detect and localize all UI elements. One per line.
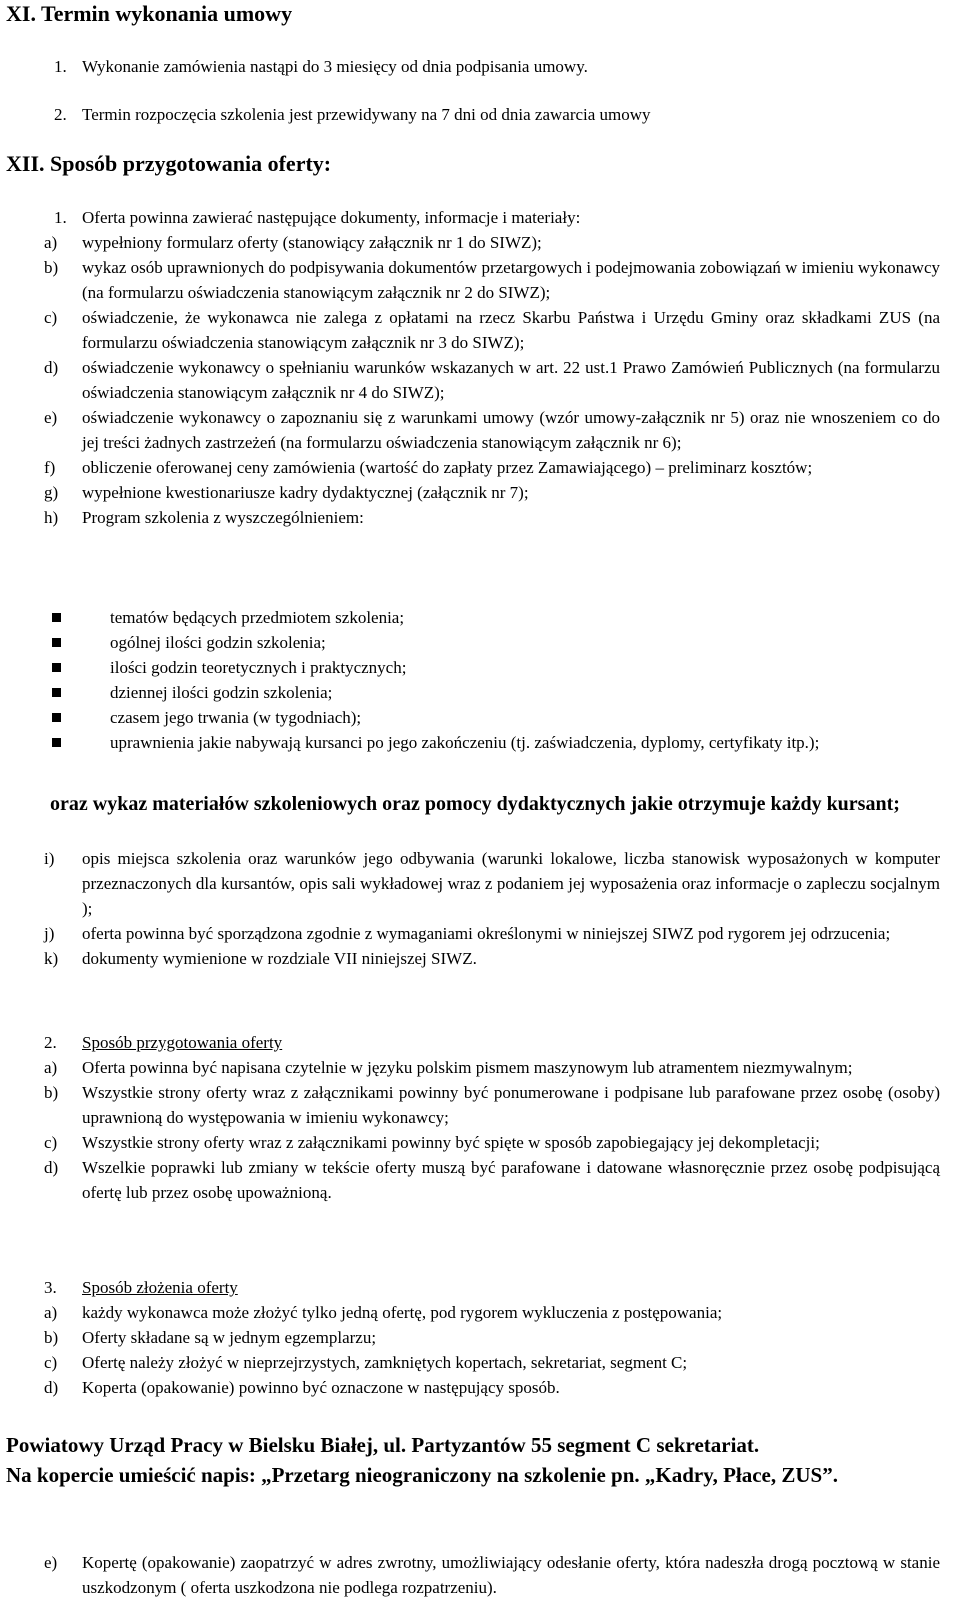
- bullet-item: [52, 705, 940, 730]
- bullet-text: ilości godzin teoretycznych i praktycznych;: [110, 658, 407, 677]
- list-item: [44, 1375, 940, 1400]
- list-item: [44, 455, 940, 480]
- list-text: Wszelkie poprawki lub zmiany w tekście oferty muszą być parafowane i datowane własnoręcznie przez osobę podpisującą ofertę lub przez osobę upoważnioną.: [82, 1158, 940, 1202]
- list-label: b): [44, 1083, 59, 1102]
- list-label: d): [44, 358, 59, 377]
- point-1-heading: [54, 205, 940, 230]
- section-11-title: [6, 0, 292, 28]
- materials-note: oraz wykaz materiałów szkoleniowych oraz pomocy dydaktycznych jakie otrzymuje każdy kursant;: [50, 793, 900, 815]
- list-text: oświadczenie, że wykonawca nie zalega z opłatami na rzecz Skarbu Państwa i Urzędu Gminy oraz składkami ZUS (na formularzu oświadczenia stanowiącym załącznik nr 3 do SIWZ);: [82, 308, 940, 352]
- bullet-item: [52, 680, 940, 705]
- square-bullet-icon: [52, 713, 61, 722]
- program-bullets: [52, 605, 940, 755]
- list-label: g): [44, 483, 59, 502]
- point-3-heading: [44, 1275, 940, 1300]
- bullet-item: [52, 730, 940, 755]
- list-item: [44, 230, 940, 255]
- point-2-heading: [44, 1030, 940, 1055]
- list-item: [44, 255, 940, 305]
- item-number: 3.: [44, 1278, 57, 1297]
- square-bullet-icon: [52, 688, 61, 697]
- list-label: i): [44, 849, 55, 868]
- section-11-item-1: [54, 54, 940, 79]
- list-label: a): [44, 233, 58, 252]
- list-label: c): [44, 308, 58, 327]
- list-text: Oferta powinna być napisana czytelnie w języku polskim pismem maszynowym lub atramentem niezmywalnym;: [82, 1058, 853, 1077]
- point-1-list-continued: [44, 846, 940, 971]
- list-text: oświadczenie wykonawcy o zapoznaniu się z warunkami umowy (wzór umowy-załącznik nr 5) oraz nie wnoszeniem co do jej treści żadnych zastrzeżeń (na formularzu oświadczenia stanowiącym załącznik nr 6);: [82, 408, 940, 452]
- list-text: oferta powinna być sporządzona zgodnie z wymaganiami określonymi w niniejszej SIWZ pod rygorem jej odrzucenia;: [82, 924, 891, 943]
- square-bullet-icon: [52, 738, 61, 747]
- point-3-list-continued: [44, 1550, 940, 1600]
- list-text: oświadczenie wykonawcy o spełnianiu warunków wskazanych w art. 22 ust.1 Prawo Zamówień Publicznych (na formularzu oświadczenia stanowiącym załącznik nr 4 do SIWZ);: [82, 358, 940, 402]
- list-text: dokumenty wymienione w rozdziale VII niniejszej SIWZ.: [82, 949, 477, 968]
- point-2-title: Sposób przygotowania oferty: [82, 1033, 283, 1052]
- list-item: [44, 305, 940, 355]
- list-item: [44, 846, 940, 921]
- point-2-list: [44, 1055, 940, 1205]
- list-label: k): [44, 949, 59, 968]
- list-text: Oferty składane są w jednym egzemplarzu;: [82, 1328, 377, 1347]
- list-item: [44, 1350, 940, 1375]
- item-text: Termin rozpoczęcia szkolenia jest przewidywany na 7 dni od dnia zawarcia umowy: [82, 105, 651, 124]
- list-text: każdy wykonawca może złożyć tylko jedną ofertę, pod rygorem wykluczenia z postępowania;: [82, 1303, 723, 1322]
- list-item: [44, 505, 940, 530]
- bullet-item: [52, 655, 940, 680]
- section-12-title: [6, 150, 331, 178]
- list-text: Wszystkie strony oferty wraz z załącznikami powinny być ponumerowane i podpisane lub parafowane przez osobę (osoby) uprawnioną do występowania w imieniu wykonawcy;: [82, 1083, 940, 1127]
- bullet-text: czasem jego trwania (w tygodniach);: [110, 708, 362, 727]
- item-number: 2.: [44, 1033, 57, 1052]
- square-bullet-icon: [52, 638, 61, 647]
- bullet-text: uprawnienia jakie nabywają kursanci po jego zakończeniu (tj. zaświadczenia, dyplomy, certyfikaty itp.);: [110, 733, 820, 752]
- list-item: [44, 1550, 940, 1600]
- list-text: opis miejsca szkolenia oraz warunków jego odbywania (warunki lokalowe, liczba stanowisk wyposażonych w komputer przeznaczonych dla kursantów, opis sali wykładowej wraz z podaniem jej wyposażenia oraz informacje o zapleczu socjalnym );: [82, 849, 940, 918]
- section-12-title-text: XII. Sposób przygotowania oferty:: [6, 151, 332, 176]
- list-text: wypełniony formularz oferty (stanowiący załącznik nr 1 do SIWZ);: [82, 233, 542, 252]
- list-label: e): [44, 1553, 58, 1572]
- list-label: c): [44, 1353, 58, 1372]
- list-item: [44, 1080, 940, 1130]
- point-3-list: [44, 1300, 940, 1400]
- list-item: [44, 1325, 940, 1350]
- item-number: 2.: [54, 105, 67, 124]
- address-line: Powiatowy Urząd Pracy w Bielsku Białej, ul. Partyzantów 55 segment C sekretariat.: [6, 1433, 760, 1457]
- list-label: a): [44, 1058, 58, 1077]
- list-label: f): [44, 458, 56, 477]
- square-bullet-icon: [52, 663, 61, 672]
- list-text: Wszystkie strony oferty wraz z załącznikami powinny być spięte w sposób zapobiegający jej dekompletacji;: [82, 1133, 820, 1152]
- list-item: [44, 1130, 940, 1155]
- list-label: h): [44, 508, 59, 527]
- list-label: j): [44, 924, 55, 943]
- list-item: [44, 480, 940, 505]
- bullet-text: tematów będących przedmiotem szkolenia;: [110, 608, 405, 627]
- list-item: [44, 405, 940, 455]
- list-text: wypełnione kwestionariusze kadry dydaktycznej (załącznik nr 7);: [82, 483, 529, 502]
- bullet-text: ogólnej ilości godzin szkolenia;: [110, 633, 326, 652]
- list-text: wykaz osób uprawnionych do podpisywania dokumentów przetargowych i podejmowania zobowiązań w imieniu wykonawcy (na formularzu oświadczenia stanowiącym załącznik nr 2 do SIWZ);: [82, 258, 940, 302]
- point-1-list: [44, 230, 940, 530]
- bullet-item: [52, 630, 940, 655]
- point-3-title: Sposób złożenia oferty: [82, 1278, 238, 1297]
- item-number: 1.: [54, 57, 67, 76]
- list-label: b): [44, 1328, 59, 1347]
- bullet-text: dziennej ilości godzin szkolenia;: [110, 683, 333, 702]
- item-text: Wykonanie zamówienia nastąpi do 3 miesięcy od dnia podpisania umowy.: [82, 57, 588, 76]
- list-label: e): [44, 408, 58, 427]
- section-11-title-text: XI. Termin wykonania umowy: [6, 1, 293, 26]
- list-text: Koperta (opakowanie) powinno być oznaczone w następujący sposób.: [82, 1378, 560, 1397]
- list-label: a): [44, 1303, 58, 1322]
- envelope-label-text: Na kopercie umieścić napis: „Przetarg nieograniczony na szkolenie pn. „Kadry, Płace, ZUS”.: [6, 1463, 838, 1487]
- list-item: [44, 1055, 940, 1080]
- item-text: Oferta powinna zawierać następujące dokumenty, informacje i materiały:: [82, 208, 581, 227]
- list-label: d): [44, 1158, 59, 1177]
- list-item: [44, 921, 940, 946]
- bullet-item: [52, 605, 940, 630]
- list-text: Kopertę (opakowanie) zaopatrzyć w adres zwrotny, umożliwiający odesłanie oferty, która nadeszła drogą pocztową w stanie uszkodzonym ( oferta uszkodzona nie podlega rozpatrzeniu).: [82, 1553, 940, 1597]
- list-label: c): [44, 1133, 58, 1152]
- section-11-item-2: [54, 102, 940, 127]
- square-bullet-icon: [52, 613, 61, 622]
- list-item: [44, 1300, 940, 1325]
- item-number: 1.: [54, 208, 67, 227]
- list-item: [44, 1155, 940, 1205]
- list-label: b): [44, 258, 59, 277]
- list-item: [44, 946, 940, 971]
- list-text: Program szkolenia z wyszczególnieniem:: [82, 508, 364, 527]
- list-label: d): [44, 1378, 59, 1397]
- list-text: obliczenie oferowanej ceny zamówienia (wartość do zapłaty przez Zamawiającego) – preliminarz kosztów;: [82, 458, 813, 477]
- list-item: [44, 355, 940, 405]
- list-text: Ofertę należy złożyć w nieprzejrzystych, zamkniętych kopertach, sekretariat, segment C;: [82, 1353, 688, 1372]
